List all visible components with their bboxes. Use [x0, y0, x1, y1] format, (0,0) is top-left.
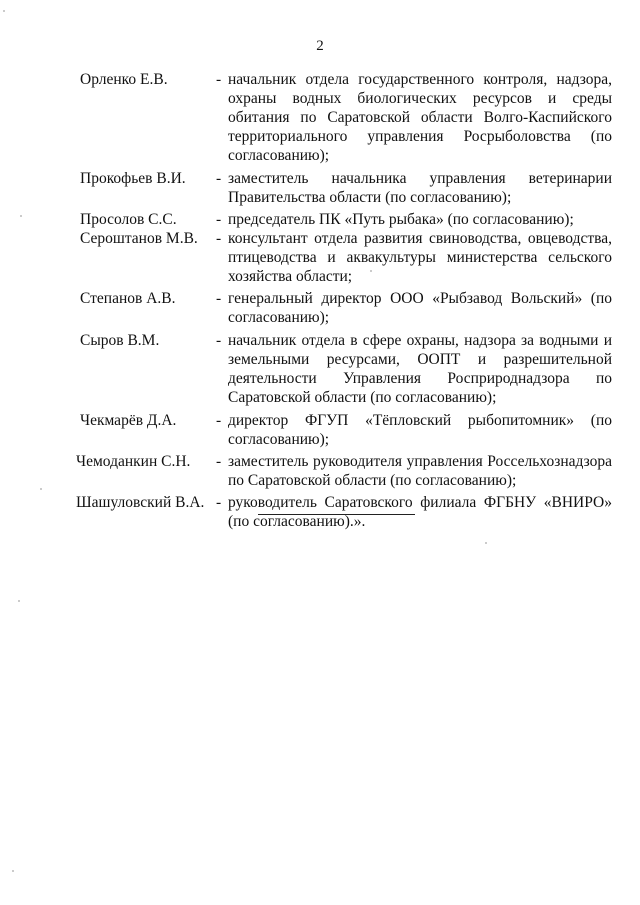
member-description: генеральный директор ООО «Рыбзавод Вольский» (по согласованию); — [228, 290, 612, 326]
scan-speck — [485, 542, 487, 544]
member-name: Чемоданкин С.Н. — [76, 453, 191, 470]
scan-speck — [20, 215, 22, 217]
member-description: начальник отдела в сфере охраны, надзора за водными и земельными ресурсами, ООПТ и разрешительной деятельности Управления Росприроднадзора по Саратовской области (по согласованию); — [228, 332, 612, 406]
member-description: заместитель начальника управления ветеринарии Правительства области (по согласованию); — [228, 170, 612, 206]
dash-separator: - — [216, 230, 222, 247]
member-name: Чекмарёв Д.А. — [80, 412, 177, 429]
end-separator-line — [258, 514, 415, 515]
member-description: консультант отдела развития свиноводства, овцеводства, птицеводства и аквакультуры министерства сельского хозяйства области; — [228, 230, 612, 285]
member-name: Сыров В.М. — [80, 332, 160, 349]
list-item — [0, 411, 640, 449]
dash-separator: - — [216, 453, 222, 470]
member-list — [0, 70, 640, 534]
dash-separator: - — [216, 412, 222, 429]
list-item — [0, 229, 640, 286]
member-name: Прокофьев В.И. — [80, 170, 186, 187]
scan-speck — [3, 10, 5, 12]
list-item — [0, 452, 640, 490]
member-description: заместитель руководителя управления Россельхознадзора по Саратовской области (по согласованию); — [228, 453, 612, 489]
member-name: Степанов А.В. — [80, 290, 176, 307]
scan-speck — [12, 870, 14, 872]
list-item — [0, 210, 640, 229]
dash-separator: - — [216, 494, 222, 511]
member-name: Просолов С.С. — [80, 211, 177, 228]
member-name: Сероштанов М.В. — [80, 230, 198, 247]
dash-separator: - — [216, 170, 222, 187]
list-item — [0, 289, 640, 327]
list-item — [0, 169, 640, 207]
list-item — [0, 70, 640, 165]
list-item — [0, 493, 640, 531]
scan-speck — [370, 270, 372, 272]
member-description: руководитель Саратовского филиала ФГБНУ «ВНИРО» (по согласованию).». — [228, 494, 612, 530]
member-description: начальник отдела государственного контроля, надзора, охраны водных биологических ресурсов и среды обитания по Саратовской области Волго-Каспийского территориального управления Росрыболовства (по согласованию); — [228, 71, 612, 164]
member-name: Орленко Е.В. — [80, 71, 168, 88]
scan-speck — [18, 600, 20, 602]
member-name: Шашуловский В.А. — [76, 494, 205, 511]
dash-separator: - — [216, 290, 222, 307]
dash-separator: - — [216, 332, 222, 349]
member-description: председатель ПК «Путь рыбака» (по согласованию); — [228, 211, 574, 228]
dash-separator: - — [216, 211, 222, 228]
page-number: 2 — [316, 38, 324, 54]
member-description: директор ФГУП «Тёпловский рыбопитомник» (по согласованию); — [228, 412, 612, 448]
scan-speck — [40, 488, 42, 490]
dash-separator: - — [216, 71, 222, 88]
list-item — [0, 331, 640, 407]
